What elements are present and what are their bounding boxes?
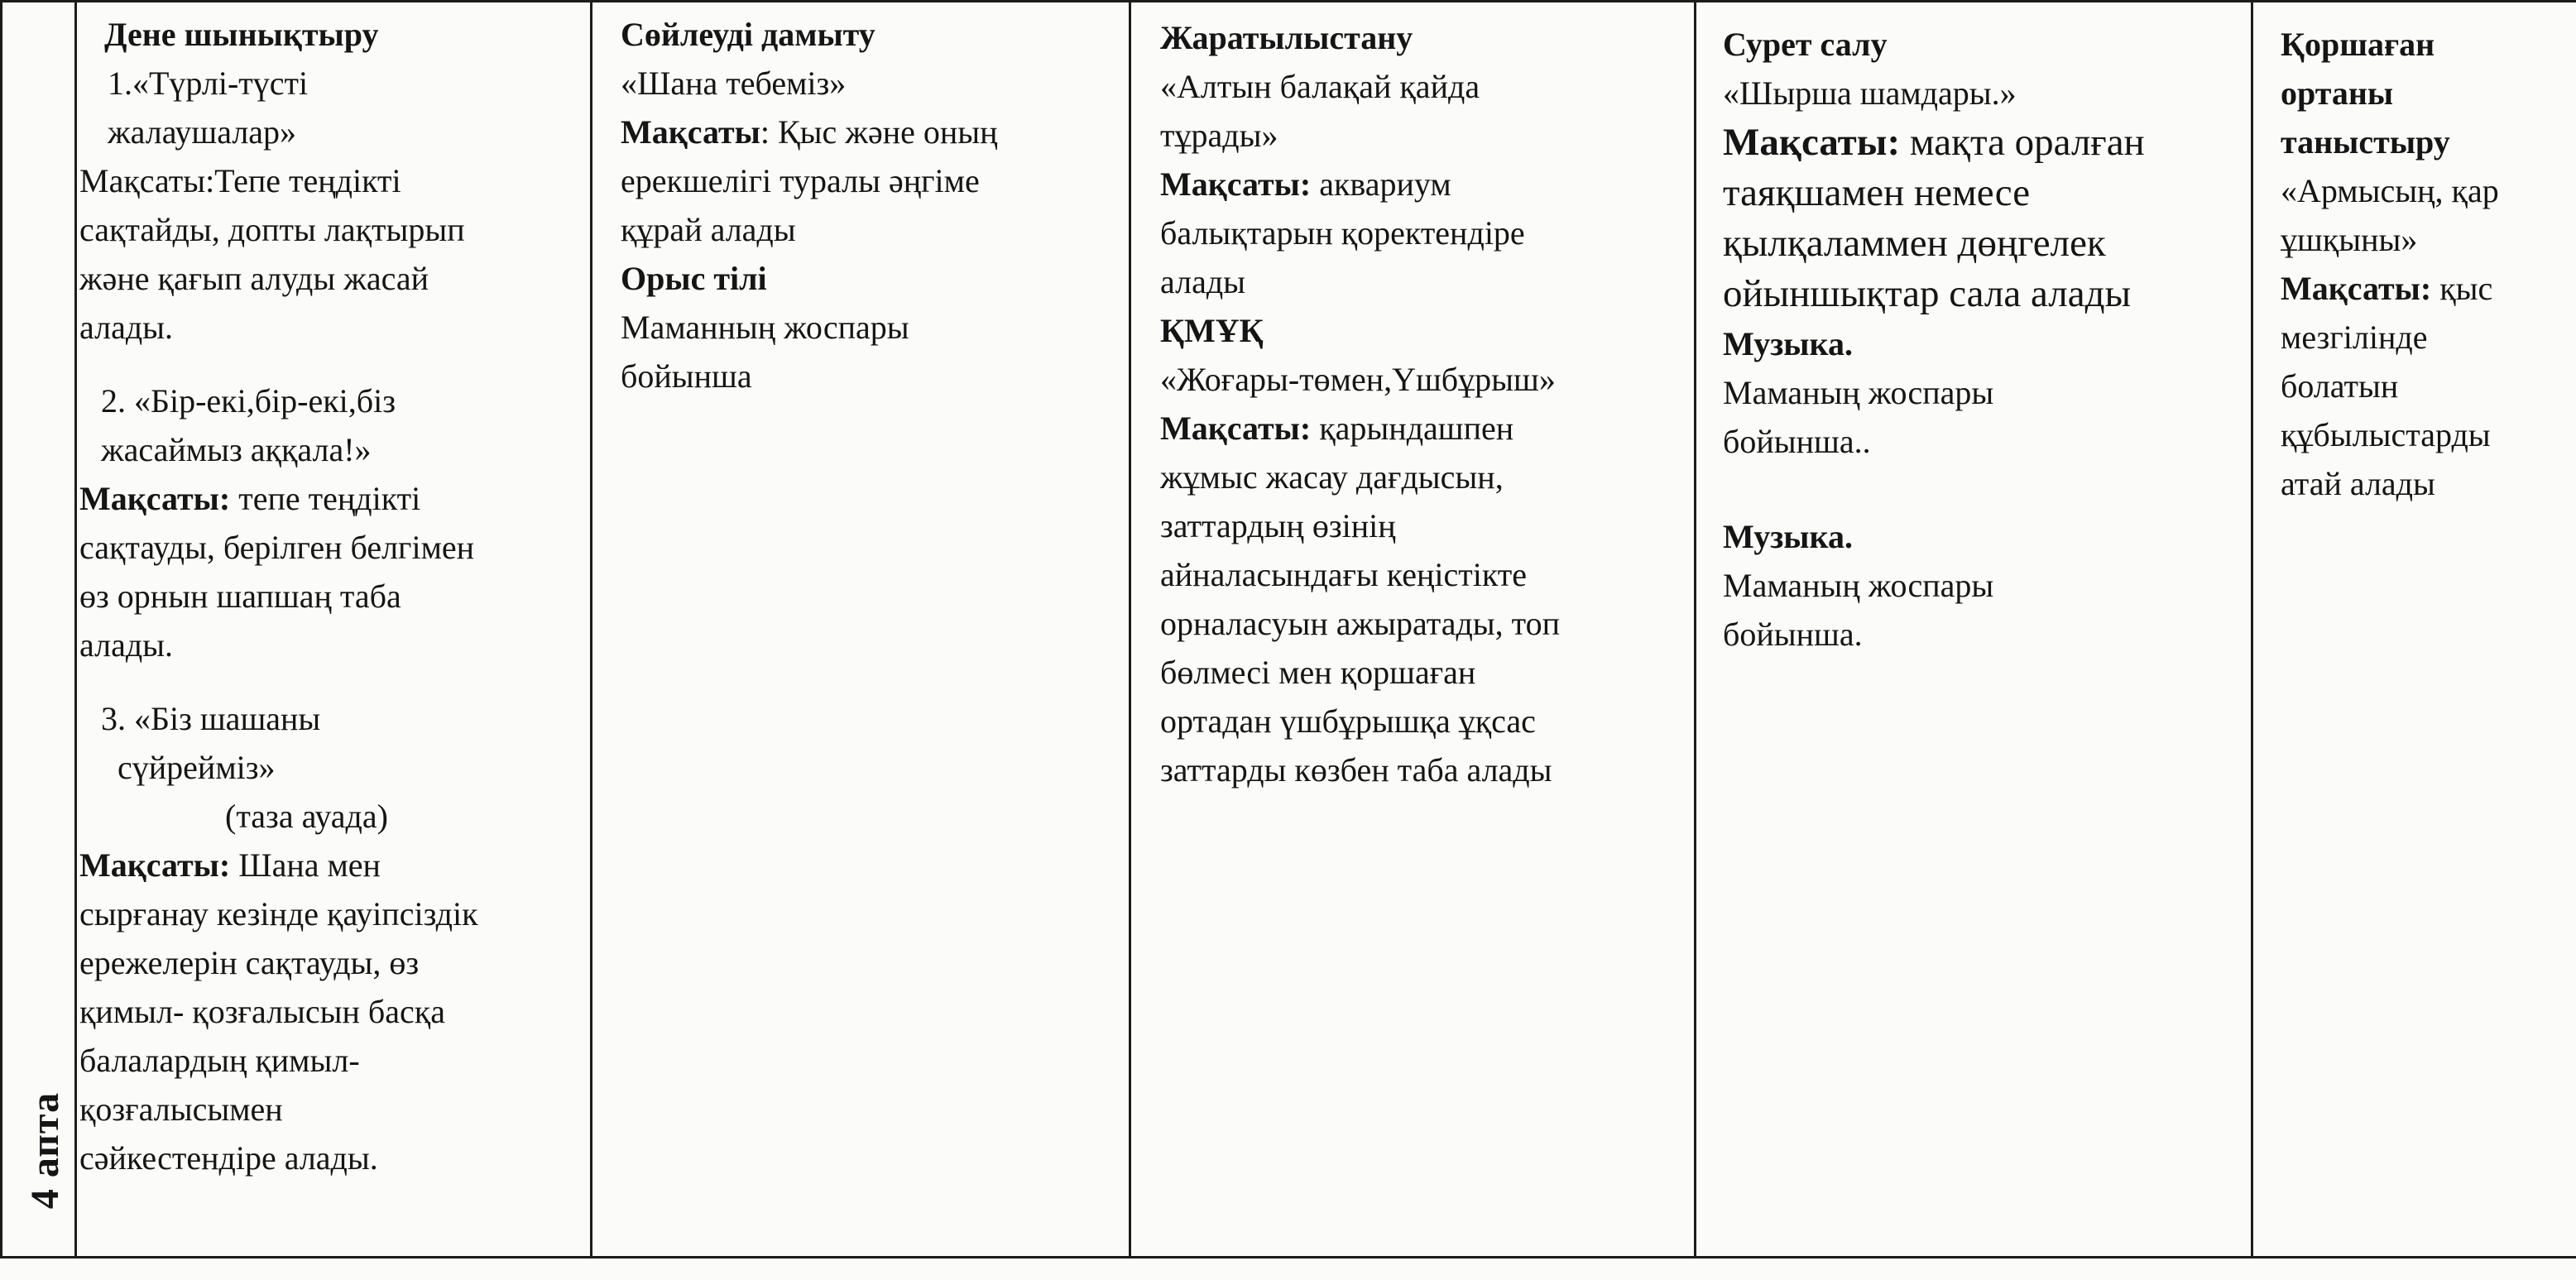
cell-physical-education — [79, 0, 589, 1258]
goal-line: ерекшелігі туралы әңгіме — [621, 162, 980, 199]
goal-label: Мақсаты: — [1723, 121, 1901, 164]
goal-line — [621, 108, 1125, 156]
activity-name: жасаймыз аққала!» — [101, 431, 372, 468]
goal-line: алады — [1160, 263, 1246, 300]
sub-line: Маманың жоспары — [1723, 567, 1994, 604]
goal-line: Мақсаты:Тепе теңдікті — [79, 162, 401, 199]
cell-drawing — [1723, 0, 2247, 1258]
spacer — [79, 669, 589, 694]
activity-name: 3. «Біз шашаны — [101, 700, 321, 737]
activity-name: «Шырша шамдары.» — [1723, 74, 2017, 112]
activity-name: 2. «Бір-екі,бір-екі,біз — [101, 382, 396, 419]
goal-line: алады. — [79, 626, 174, 664]
goal-text: тепе теңдікті — [230, 480, 421, 517]
goal-line: ойыншықтар сала алады — [1723, 272, 2132, 315]
activity-name: «Алтын балақай қайда — [1160, 68, 1480, 105]
sub-title: ҚМҰҚ — [1160, 312, 1264, 349]
sub-title: Музыка. — [1723, 518, 1853, 555]
cell-speech-development — [621, 0, 1125, 1258]
activity-name: «Шана тебеміз» — [621, 65, 847, 102]
goal-text: : Қыс және оның — [760, 113, 998, 151]
activity-name: «Жоғары-төмен,Үшбұрыш» — [1160, 361, 1556, 398]
goal-line: ортадан үшбұрышқа ұқсас — [1160, 702, 1536, 740]
sub-line: бойынша. — [1723, 616, 1863, 653]
cell-title: Қоршаған — [2281, 26, 2435, 63]
week-label: 4 апта — [23, 1091, 68, 1209]
sub-title: Орыс тілі — [621, 260, 767, 297]
goal-line: жұмыс жасау дағдысын, — [1160, 458, 1504, 496]
goal-line: айналасындағы кеңістікте — [1160, 556, 1528, 593]
cell-title: Жаратылыстану — [1160, 19, 1413, 56]
goal-line: қылқаламмен дөңгелек — [1723, 222, 2106, 265]
table-left-border — [0, 0, 2, 1258]
goal-label: Мақсаты: — [79, 846, 231, 884]
goal-line: алады. — [79, 309, 174, 346]
cell-title: таныстыру — [2281, 123, 2450, 161]
goal-label: Мақсаты: — [2281, 270, 2432, 307]
column-divider — [590, 0, 592, 1258]
goal-label: Мақсаты — [621, 113, 760, 151]
goal-line: бөлмесі мен қоршаған — [1160, 654, 1476, 691]
goal-line: ережелерін сақтауды, өз — [79, 944, 420, 981]
goal-line: сырғанау кезінде қауіпсіздік — [79, 895, 478, 932]
goal-line: өз орнын шапшаң таба — [79, 578, 401, 615]
activity-name: ұшқыны» — [2281, 221, 2418, 258]
goal-text: қарындашпен — [1311, 410, 1514, 447]
cell-natural-science — [1160, 0, 1690, 1258]
goal-line — [1160, 404, 1690, 453]
goal-line: балалардың қимыл- — [79, 1042, 360, 1079]
goal-line: құбылыстарды — [2281, 416, 2491, 453]
goal-line: заттардың өзінің — [1160, 507, 1396, 544]
cell-title: Сөйлеуді дамыту — [621, 16, 875, 53]
activity-name: жалаушалар» — [108, 113, 297, 151]
sub-line: Маманның жоспары — [621, 309, 909, 346]
sub-line: бойынша.. — [1723, 423, 1871, 460]
sub-title: Музыка. — [1723, 325, 1853, 362]
activity-name: «Армысың, қар — [2281, 172, 2499, 209]
goal-line — [2281, 264, 2576, 313]
activity-name: 1.«Түрлі-түсті — [108, 65, 309, 102]
goal-line: орналасуын ажыратады, топ — [1160, 605, 1561, 642]
goal-line: сақтауды, берілген белгімен — [79, 529, 475, 566]
goal-line: және қағып алуды жасай — [79, 260, 429, 297]
goal-text: қыс — [2431, 270, 2493, 307]
activity-name: сүйрейміз» — [118, 749, 276, 786]
column-divider — [1694, 0, 1696, 1258]
column-divider — [74, 0, 77, 1258]
goal-line: балықтарын қоректендіре — [1160, 214, 1525, 252]
spacer — [1723, 466, 2247, 512]
goal-line: болатын — [2281, 367, 2399, 405]
sub-line: бойынша — [621, 357, 752, 395]
column-divider — [2251, 0, 2253, 1258]
goal-line: мезгілінде — [2281, 319, 2428, 356]
activity-note: (таза ауада) — [225, 798, 388, 835]
goal-line: сәйкестендіре алады. — [79, 1139, 378, 1177]
cell-title: Сурет салу — [1723, 26, 1888, 63]
sub-line: Маманың жоспары — [1723, 374, 1994, 411]
column-divider — [1129, 0, 1131, 1258]
goal-line: құрай алады — [621, 211, 796, 248]
goal-line: сақтайды, допты лақтырып — [79, 211, 465, 248]
goal-text: Шана мен — [230, 846, 381, 884]
goal-text: аквариум — [1311, 165, 1451, 203]
cell-environment — [2281, 0, 2576, 1258]
cell-title: Дене шынықтыру — [104, 16, 379, 53]
goal-line: заттарды көзбен таба алады — [1160, 751, 1552, 789]
goal-line: қимыл- қозғалысын басқа — [79, 993, 445, 1030]
goal-line — [79, 841, 589, 889]
goal-text: мақта оралған — [1900, 121, 2145, 164]
cell-title: ортаны — [2281, 74, 2394, 112]
activity-name: тұрады» — [1160, 117, 1278, 154]
goal-line: атай алады — [2281, 465, 2435, 502]
spacer — [79, 352, 589, 376]
goal-line: таяқшамен немесе — [1723, 171, 2031, 214]
goal-label: Мақсаты: — [1160, 410, 1312, 447]
goal-line: қозғалысымен — [79, 1091, 283, 1128]
goal-label: Мақсаты: — [1160, 165, 1312, 203]
goal-line — [79, 474, 589, 523]
goal-line — [1723, 117, 2247, 168]
goal-label: Мақсаты: — [79, 480, 231, 517]
goal-line — [1160, 160, 1690, 209]
